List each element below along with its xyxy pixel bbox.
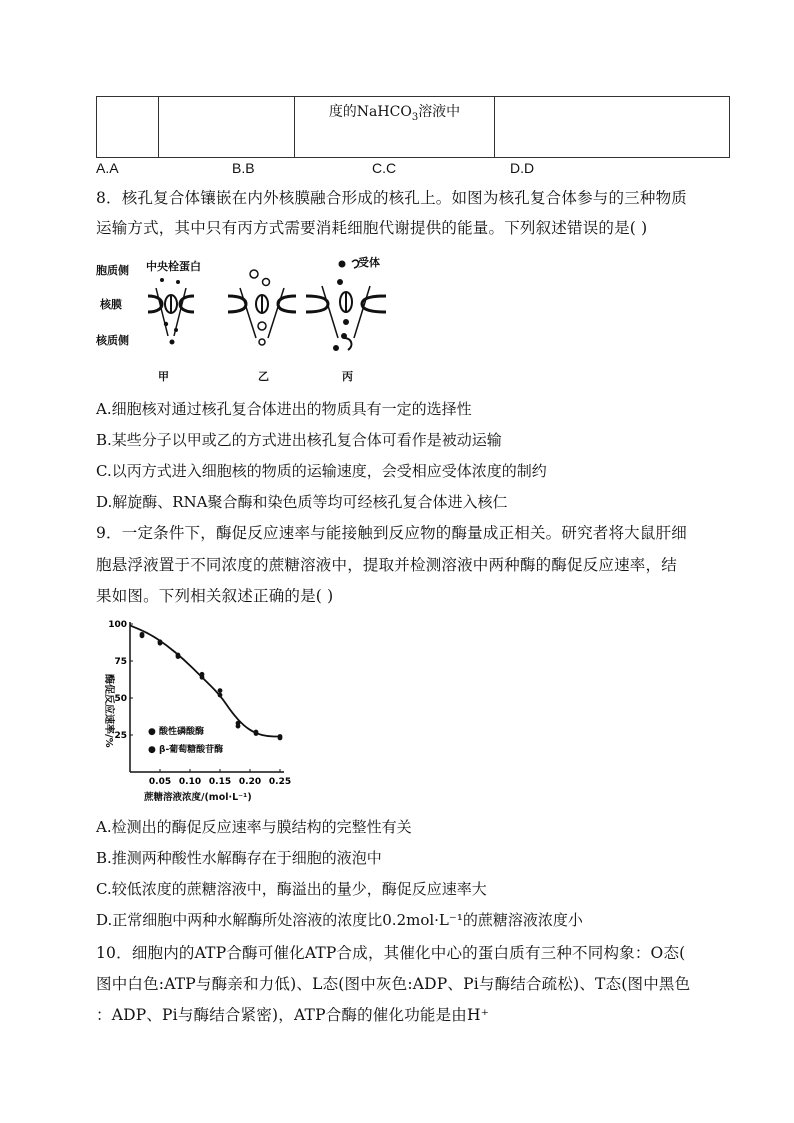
data-point-beta-glucuronidase	[158, 639, 163, 644]
label-nucleoplasm-side: 核质侧	[96, 334, 129, 347]
q8-option-a: A.细胞核对通过核孔复合体进出的物质具有一定的选择性	[96, 400, 472, 418]
q8-option-b: B.某些分子以甲或乙的方式进出核孔复合体可看作是被动运输	[96, 431, 502, 449]
x-tick-label: 0.25	[268, 777, 292, 787]
table-cell	[295, 97, 495, 157]
chart-curve	[130, 625, 280, 736]
data-point-beta-glucuronidase	[254, 730, 259, 735]
answer-table	[96, 96, 730, 158]
table-cell-text-post: 溶液中	[418, 104, 461, 120]
label-receptor: 受体	[358, 256, 380, 269]
x-tick-label: 0.15	[208, 777, 232, 787]
data-point-beta-glucuronidase	[140, 632, 145, 637]
data-point-acid-phosphatase	[218, 693, 223, 698]
x-axis-label: 蔗糖溶液浓度/(mol·L⁻¹)	[144, 792, 252, 803]
label-cytoplasm-side: 胞质侧	[96, 264, 129, 277]
q9-stem-line2: 胞悬浮液置于不同浓度的蔗糖溶液中，提取并检测溶液中两种酶的酶促反应速率，结	[96, 556, 677, 574]
x-tick-label: 0.20	[238, 777, 262, 787]
q8-stem-line1: 8．核孔复合体镶嵌在内外核膜融合形成的核孔上。如图为核孔复合体参与的三种物质	[96, 189, 687, 207]
panel-label-yi: 乙	[258, 370, 269, 383]
nuclear-pore-figure	[96, 252, 416, 388]
legend-entry-acid-phosphatase: ● 酸性磷酸酶	[148, 727, 205, 737]
table-cell	[97, 97, 159, 157]
data-point-beta-glucuronidase	[236, 721, 241, 726]
q8-option-c: C.以丙方式进入细胞核的物质的运输速度，会受相应受体浓度的制约	[96, 462, 547, 480]
x-tick-label: 0.10	[178, 777, 202, 787]
q10-line3: ：ADP、Pi与酶结合紧密)，ATP合酶的催化功能是由H⁺	[96, 1006, 490, 1024]
q8-option-d: D.解旋酶、RNA聚合酶和染色质等均可经核孔复合体进入核仁	[96, 493, 508, 511]
label-central-plug-protein: 中央栓蛋白	[146, 260, 201, 273]
q9-stem-line1: 9．一定条件下，酶促反应速率与能接触到反应物的酶量成正相关。研究者将大鼠肝细	[96, 524, 687, 542]
y-axis-label: 酶促反应速率/%	[103, 674, 114, 748]
q10-line2: 图中白色:ATP与酶亲和力低)、L态(图中灰色:ADP、Pi与酶结合疏松)、T态(图中黑色	[96, 975, 691, 993]
table-cell-sub: 3	[411, 111, 419, 123]
q10-line1: 10．细胞内的ATP合酶可催化ATP合成，其催化中心的蛋白质有三种不同构象：O态(	[96, 944, 686, 962]
q9-stem-line3: 果如图。下列相关叙述正确的是( )	[96, 587, 334, 605]
chart-ticks	[108, 620, 291, 787]
table-cell	[159, 97, 295, 157]
q9-option-a: A.检测出的酶促反应速率与膜结构的完整性有关	[96, 818, 412, 836]
data-point-beta-glucuronidase	[200, 672, 205, 677]
q7-option-a: A.A	[96, 160, 119, 176]
q7-option-c: C.C	[372, 160, 397, 176]
data-point-beta-glucuronidase	[218, 688, 223, 693]
label-nuclear-membrane: 核膜	[100, 298, 122, 311]
y-tick-label: 75	[114, 657, 127, 667]
legend-entry-beta-glucuronidase: ● β-葡萄糖酸苷酶	[148, 745, 224, 755]
q7-option-d: D.D	[510, 160, 535, 176]
pore-panel-jia	[148, 288, 194, 336]
enzyme-rate-chart	[96, 614, 306, 810]
data-point-beta-glucuronidase	[176, 654, 181, 659]
q9-option-d: D.正常细胞中两种水解酶所处溶液的浓度比0.2mol·L⁻¹的蔗糖溶液浓度小	[96, 911, 583, 929]
y-tick-label: 25	[114, 731, 127, 741]
panel-label-jia: 甲	[158, 370, 169, 383]
q7-option-b: B.B	[232, 160, 255, 176]
y-tick-label: 50	[114, 694, 127, 704]
table-cell-text: 度的NaHCO	[328, 104, 412, 120]
panel-label-bing: 丙	[342, 370, 353, 383]
q9-option-c: C.较低浓度的蔗糖溶液中，酶溢出的量少，酶促反应速率大	[96, 880, 487, 898]
table-cell	[495, 97, 729, 157]
x-tick-label: 0.05	[148, 777, 172, 787]
q9-option-b: B.推测两种酸性水解酶存在于细胞的液泡中	[96, 849, 382, 867]
q8-stem-line2: 运输方式，其中只有丙方式需要消耗细胞代谢提供的能量。下列叙述错误的是( )	[96, 219, 648, 237]
y-tick-label: 100	[108, 620, 127, 630]
data-point-beta-glucuronidase	[278, 736, 283, 741]
